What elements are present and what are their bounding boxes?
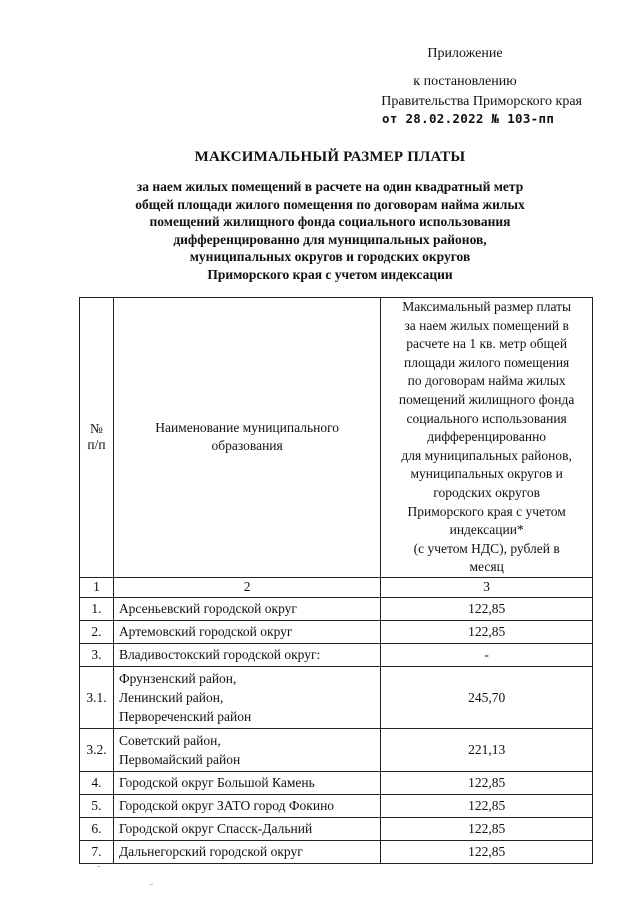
column-number: 3 xyxy=(381,577,593,597)
header-rate-line: городских округов xyxy=(433,484,541,500)
header-rate-line: по договорам найма жилых xyxy=(407,373,566,389)
municipality-name-line: Фрунзенский район, xyxy=(118,670,237,686)
row-municipality-name xyxy=(113,794,380,817)
column-number-row xyxy=(80,577,593,597)
header-rate-line: дифференцированно xyxy=(427,429,547,445)
header-name-line: Наименование муниципального xyxy=(155,420,340,436)
appendix-title: Приложение xyxy=(427,46,503,61)
row-rate-value: 122,85 xyxy=(381,597,593,620)
row-municipality-name xyxy=(113,597,380,620)
row-rate-value: 245,70 xyxy=(381,666,593,728)
row-rate-value: - xyxy=(381,643,593,666)
row-municipality-name xyxy=(113,728,380,771)
header-name xyxy=(113,298,380,578)
row-municipality-name xyxy=(113,817,380,840)
scan-speck xyxy=(150,884,153,885)
appendix-block xyxy=(350,44,580,112)
document-title: МАКСИМАЛЬНЫЙ РАЗМЕР ПЛАТЫ xyxy=(194,149,466,165)
row-municipality-name xyxy=(113,771,380,794)
header-name-line: образования xyxy=(211,438,283,454)
header-rate xyxy=(381,298,593,578)
municipality-name-line: Владивостокский городской округ: xyxy=(118,647,321,663)
table-row xyxy=(80,620,593,643)
row-number: 3.1. xyxy=(80,666,114,728)
municipality-name-line: Ленинский район, xyxy=(118,689,224,705)
row-number: 2. xyxy=(80,620,114,643)
table-row xyxy=(80,728,593,771)
header-number-line: № xyxy=(90,421,103,437)
row-rate-value: 122,85 xyxy=(381,620,593,643)
table-row xyxy=(80,840,593,863)
municipality-name-line: Советский район, xyxy=(118,732,221,748)
table-row xyxy=(80,817,593,840)
row-rate-value: 122,85 xyxy=(381,817,593,840)
subtitle-line: общей площади жилого помещения по договорам найма жилых xyxy=(135,196,525,212)
row-municipality-name xyxy=(113,643,380,666)
subtitle-line: помещений жилищного фонда социального использования xyxy=(149,214,511,229)
decree-number: от 28.02.2022 № 103-пп xyxy=(382,111,555,126)
header-rate-line: за наем жилых помещений в xyxy=(404,317,569,333)
header-rate-line: месяц xyxy=(469,559,504,575)
header-rate-line: социального использования xyxy=(406,410,567,426)
row-municipality-name xyxy=(113,620,380,643)
subtitle-line: Приморского края с учетом индексации xyxy=(207,266,453,282)
appendix-line-1: к постановлению xyxy=(413,74,517,89)
municipality-name-line: Первореченский район xyxy=(118,708,252,724)
row-number: 5. xyxy=(80,794,114,817)
rates-table xyxy=(79,297,593,864)
row-municipality-name xyxy=(113,666,380,728)
header-rate-line: муниципальных округов и xyxy=(410,466,563,482)
row-rate-value: 122,85 xyxy=(381,840,593,863)
header-rate-line: Приморского края с учетом xyxy=(407,503,566,519)
table-row xyxy=(80,666,593,728)
row-number: 1. xyxy=(80,597,114,620)
header-number xyxy=(80,298,114,578)
header-rate-line: Максимальный размер платы xyxy=(402,299,572,314)
municipality-name-line: Дальнегорский городской округ xyxy=(118,844,303,860)
row-number: 7. xyxy=(80,840,114,863)
scan-speck xyxy=(97,866,100,867)
header-rate-line: расчете на 1 кв. метр общей xyxy=(406,336,568,352)
row-rate-value: 122,85 xyxy=(381,794,593,817)
document-subtitle xyxy=(70,178,590,283)
column-number: 1 xyxy=(80,577,114,597)
table-row xyxy=(80,771,593,794)
row-rate-value: 122,85 xyxy=(381,771,593,794)
row-municipality-name xyxy=(113,840,380,863)
subtitle-line: за наем жилых помещений в расчете на один квадратный метр xyxy=(136,179,524,194)
row-rate-value: 221,13 xyxy=(381,728,593,771)
header-number-line: п/п xyxy=(87,437,106,453)
municipality-name-line: Артемовский городской округ xyxy=(118,624,293,640)
table-row xyxy=(80,794,593,817)
header-rate-line: помещений жилищного фонда xyxy=(398,391,575,407)
row-number: 6. xyxy=(80,817,114,840)
header-rate-line: индексации* xyxy=(449,522,524,538)
column-number: 2 xyxy=(113,577,380,597)
table-header-row xyxy=(80,298,593,578)
table-body xyxy=(80,597,593,863)
subtitle-line: муниципальных округов и городских округов xyxy=(189,249,471,264)
appendix-line-2: Правительства Приморского края xyxy=(381,94,582,109)
municipality-name-line: Арсеньевский городской округ xyxy=(118,601,297,617)
header-rate-line: для муниципальных районов, xyxy=(401,447,572,463)
municipality-name-line: Городской округ Спасск-Дальний xyxy=(118,821,313,837)
table-row xyxy=(80,597,593,620)
header-rate-line: площади жилого помещения xyxy=(404,354,570,370)
row-number: 3.2. xyxy=(80,728,114,771)
municipality-name-line: Городской округ ЗАТО город Фокино xyxy=(118,798,335,814)
table-row xyxy=(80,643,593,666)
row-number: 3. xyxy=(80,643,114,666)
subtitle-line: дифференцированно для муниципальных районов, xyxy=(173,231,487,247)
row-number: 4. xyxy=(80,771,114,794)
municipality-name-line: Городской округ Большой Камень xyxy=(118,775,315,791)
municipality-name-line: Первомайский район xyxy=(118,751,241,767)
header-rate-line: (с учетом НДС), рублей в xyxy=(413,540,560,556)
